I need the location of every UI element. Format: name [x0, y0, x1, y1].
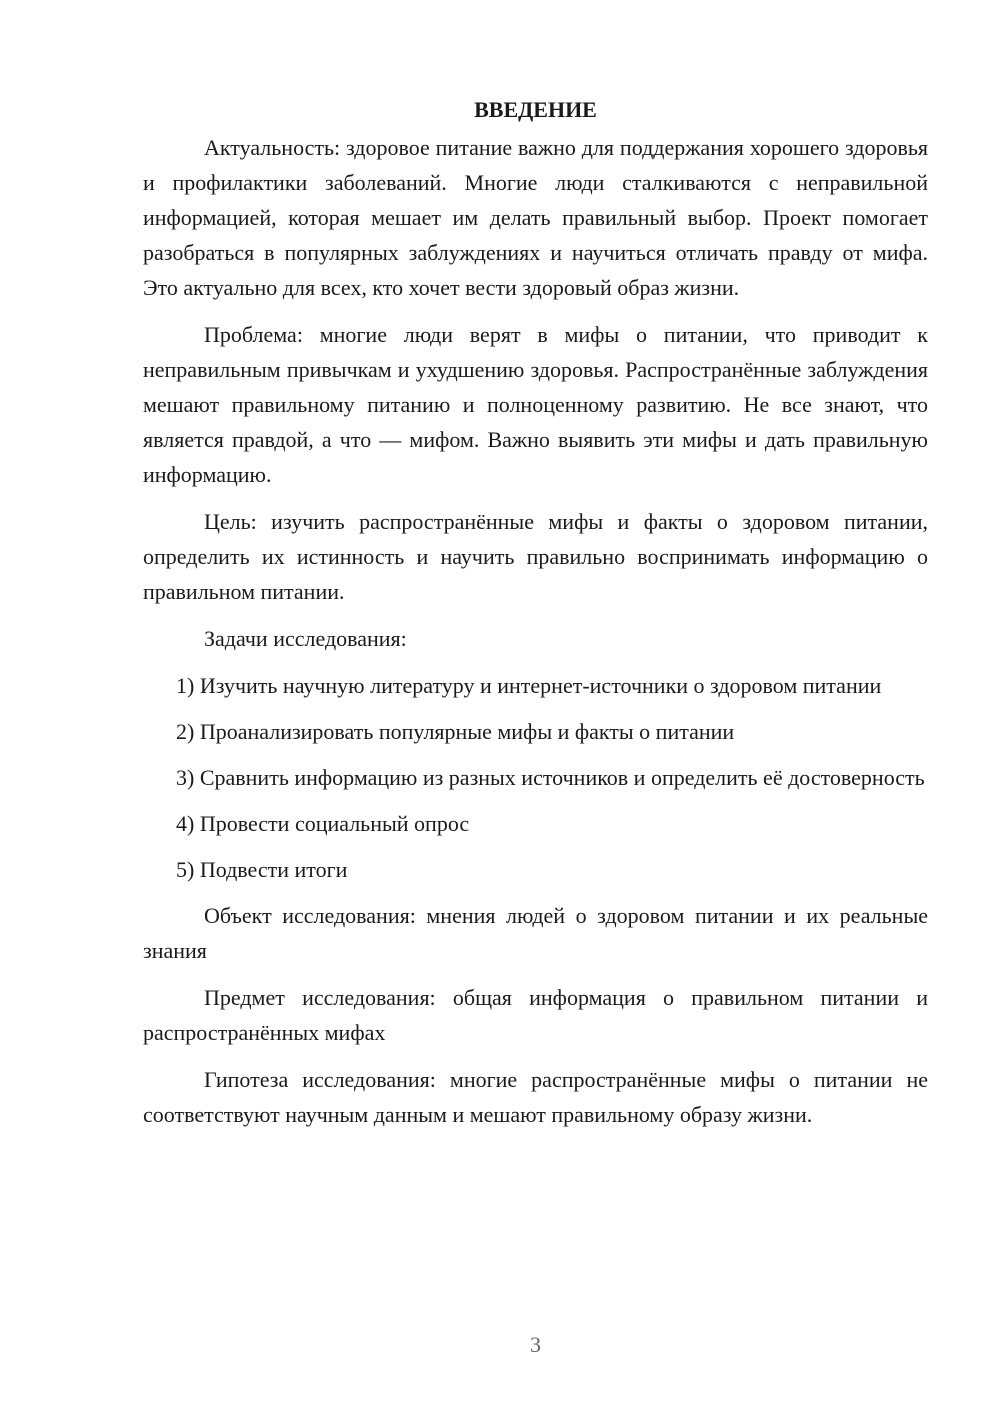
page-number: 3	[530, 1332, 541, 1357]
task-item-4: 4) Провести социальный опрос	[176, 811, 470, 836]
page-title: ВВЕДЕНИЕ	[474, 97, 597, 122]
task-item-2: 2) Проанализировать популярные мифы и факты о питании	[176, 719, 735, 744]
goal-paragraph: Цель: изучить распространённые мифы и факты о здоровом питании, определить их истинность и научить правильно воспринимать информацию о правильном питании.	[143, 509, 928, 604]
subject-paragraph: Предмет исследования: общая информация о правильном питании и распространённых мифах	[143, 985, 928, 1045]
problem-paragraph: Проблема: многие люди верят в мифы о питании, что приводит к неправильным привычкам и ухудшению здоровья. Распространённые заблуждения мешают правильному питанию и полноценному развитию. Не все знают, что является правдой, а что — мифом. Важно выявить эти мифы и дать правильную информацию.	[143, 322, 928, 487]
relevance-paragraph: Актуальность: здоровое питание важно для поддержания хорошего здоровья и профилактики заболеваний. Многие люди сталкиваются с неправильной информацией, которая мешает им делать правильный выбор. Проект помогает разобраться в популярных заблуждениях и научиться отличать правду от мифа. Это актуально для всех, кто хочет вести здоровый образ жизни.	[143, 135, 928, 300]
task-item-1: 1) Изучить научную литературу и интернет-источники о здоровом питании	[176, 673, 882, 698]
task-item-3: 3) Сравнить информацию из разных источников и определить её достоверность	[176, 765, 925, 790]
object-paragraph: Объект исследования: мнения людей о здоровом питании и их реальные знания	[143, 903, 928, 963]
task-item-5: 5) Подвести итоги	[176, 857, 348, 882]
tasks-heading: Задачи исследования:	[204, 626, 407, 651]
hypothesis-paragraph: Гипотеза исследования: многие распространённые мифы о питании не соответствуют научным данным и мешают правильному образу жизни.	[143, 1067, 928, 1127]
document-page	[143, 92, 928, 1144]
